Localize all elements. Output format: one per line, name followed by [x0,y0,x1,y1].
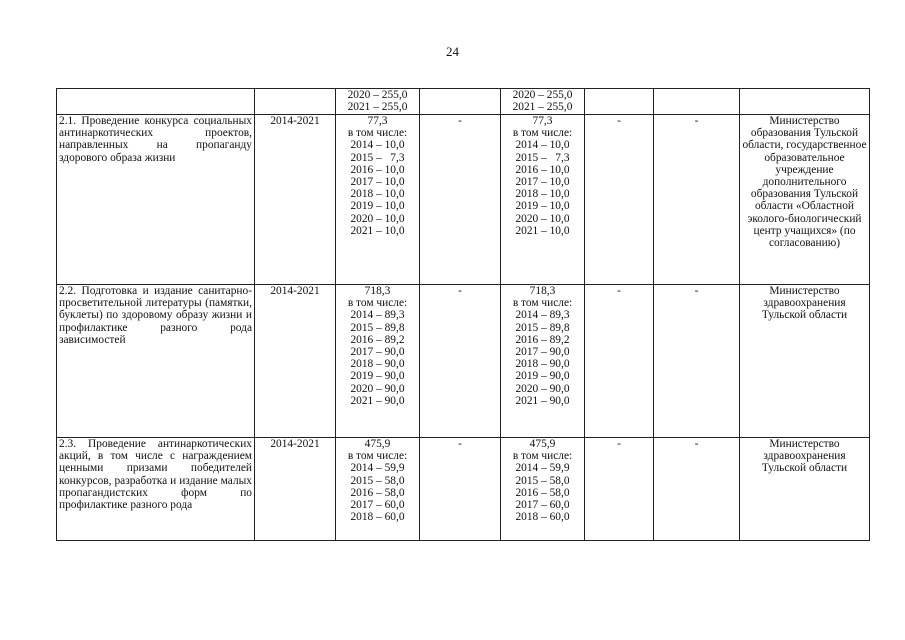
cell-extra: - [654,115,740,285]
funding-line: 2018 – 90,0 [515,358,570,371]
cell-executor [740,89,870,115]
funding-line: 2020 – 10,0 [350,212,405,225]
cell-local: - [585,438,654,541]
cell-local: - [585,115,654,285]
funding-line: 2020 – 255,0 [512,89,573,101]
funding-line: 2018 – 60,0 [515,511,570,524]
table-row [57,285,870,438]
funding-line: в том числе: [347,450,408,463]
funding-line: 77,3 [367,115,388,127]
funding-line: 2020 – 255,0 [347,89,408,101]
funding-line: в том числе: [512,450,573,463]
cell-years [255,89,336,115]
funding-line: 2017 – 90,0 [350,346,405,359]
funding-line: 2014 – 59,9 [515,462,570,475]
funding-line: 2014 – 89,3 [515,309,570,322]
cell-federal [420,89,501,115]
cell-regional-funding [501,285,585,438]
cell-extra: - [654,438,740,541]
cell-total-funding [336,438,420,541]
funding-line: 2021 – 10,0 [350,224,405,237]
funding-line: 2016 – 58,0 [515,486,570,499]
funding-line: 2015 – 7,3 [350,151,405,164]
cell-federal: - [420,285,501,438]
cell-regional-funding [501,438,585,541]
funding-line: 2014 – 10,0 [350,139,405,152]
funding-line: 718,3 [529,285,556,297]
funding-line: 2020 – 90,0 [515,382,570,395]
funding-line: 2018 – 10,0 [350,188,405,201]
activity-years: 2014-2021 [255,285,336,438]
funding-line: 2015 – 58,0 [350,474,405,487]
activity-years: 2014-2021 [255,115,336,285]
cell-total-funding [336,89,420,115]
funding-line: 2019 – 90,0 [515,370,570,383]
funding-line: 2021 – 255,0 [347,101,408,114]
funding-line: 2021 – 90,0 [350,394,405,407]
cell-regional-funding [501,115,585,285]
funding-line: 2019 – 90,0 [350,370,405,383]
funding-line: 2017 – 10,0 [515,176,570,189]
funding-line: 2018 – 10,0 [515,188,570,201]
cell-extra: - [654,285,740,438]
funding-line: 2016 – 89,2 [515,333,570,346]
funding-line: 2016 – 89,2 [350,333,405,346]
program-activities-table [56,88,870,541]
funding-line: в том числе: [512,297,573,310]
funding-line: 2019 – 10,0 [350,200,405,213]
cell-total-funding [336,115,420,285]
funding-line: 2014 – 59,9 [350,462,405,475]
funding-line: в том числе: [512,127,573,140]
funding-line: 2015 – 89,8 [350,321,405,334]
funding-line: 2014 – 10,0 [515,139,570,152]
cell-regional-funding [501,89,585,115]
funding-line: 2020 – 90,0 [350,382,405,395]
cell-federal: - [420,115,501,285]
activity-executor: Министерство здравоохранения Тульской области [740,285,870,438]
table-row [57,438,870,541]
cell-total-funding [336,285,420,438]
activity-years: 2014-2021 [255,438,336,541]
funding-line: 2017 – 10,0 [350,176,405,189]
table-row [57,115,870,285]
activity-name: 2.2. Подготовка и издание санитарно-просветительной литературы (памятки, буклеты) по здоровому образу жизни и профилактике разного рода зависимостей [57,285,255,438]
funding-line: 2015 – 89,8 [515,321,570,334]
funding-line: 2016 – 58,0 [350,486,405,499]
funding-line: 77,3 [532,115,553,127]
activity-executor: Министерство здравоохранения Тульской области [740,438,870,541]
funding-line: 2017 – 60,0 [350,499,405,512]
funding-line: 2017 – 90,0 [515,346,570,359]
funding-line: в том числе: [347,297,408,310]
activity-name: 2.1. Проведение конкурса социальных антинаркотических проектов, направленных на пропаганду здорового образа жизни [57,115,255,285]
page-number: 24 [446,44,459,59]
cell-federal: - [420,438,501,541]
cell-name [57,89,255,115]
funding-line: 2016 – 10,0 [515,163,570,176]
funding-line: 475,9 [529,438,556,450]
cell-local: - [585,285,654,438]
activity-name: 2.3. Проведение антинаркотических акций, в том числе с награждением ценными призами победителей конкурсов, разработка и издание малых пропагандистских форм по профилактике разного рода [57,438,255,541]
funding-line: 2018 – 90,0 [350,358,405,371]
funding-line: 718,3 [364,285,391,297]
funding-line: 2015 – 7,3 [515,151,570,164]
funding-line: 2015 – 58,0 [515,474,570,487]
funding-line: 2019 – 10,0 [515,200,570,213]
funding-line: 2014 – 89,3 [350,309,405,322]
funding-line: 2018 – 60,0 [350,511,405,524]
funding-line: 2017 – 60,0 [515,499,570,512]
funding-line: 2021 – 255,0 [512,101,573,114]
funding-line: 2021 – 90,0 [515,394,570,407]
funding-line: 2020 – 10,0 [515,212,570,225]
activity-executor: Министерство образования Тульской области, государственное образовательное учреждение дополнительного образования Тульской области «Областной эколого-биологический центр учащихся» (по согласованию) [740,115,870,285]
funding-line: 475,9 [364,438,391,450]
table-row-continued [57,89,870,115]
funding-line: в том числе: [347,127,408,140]
cell-extra [654,89,740,115]
funding-line: 2016 – 10,0 [350,163,405,176]
funding-line: 2021 – 10,0 [515,224,570,237]
cell-local [585,89,654,115]
